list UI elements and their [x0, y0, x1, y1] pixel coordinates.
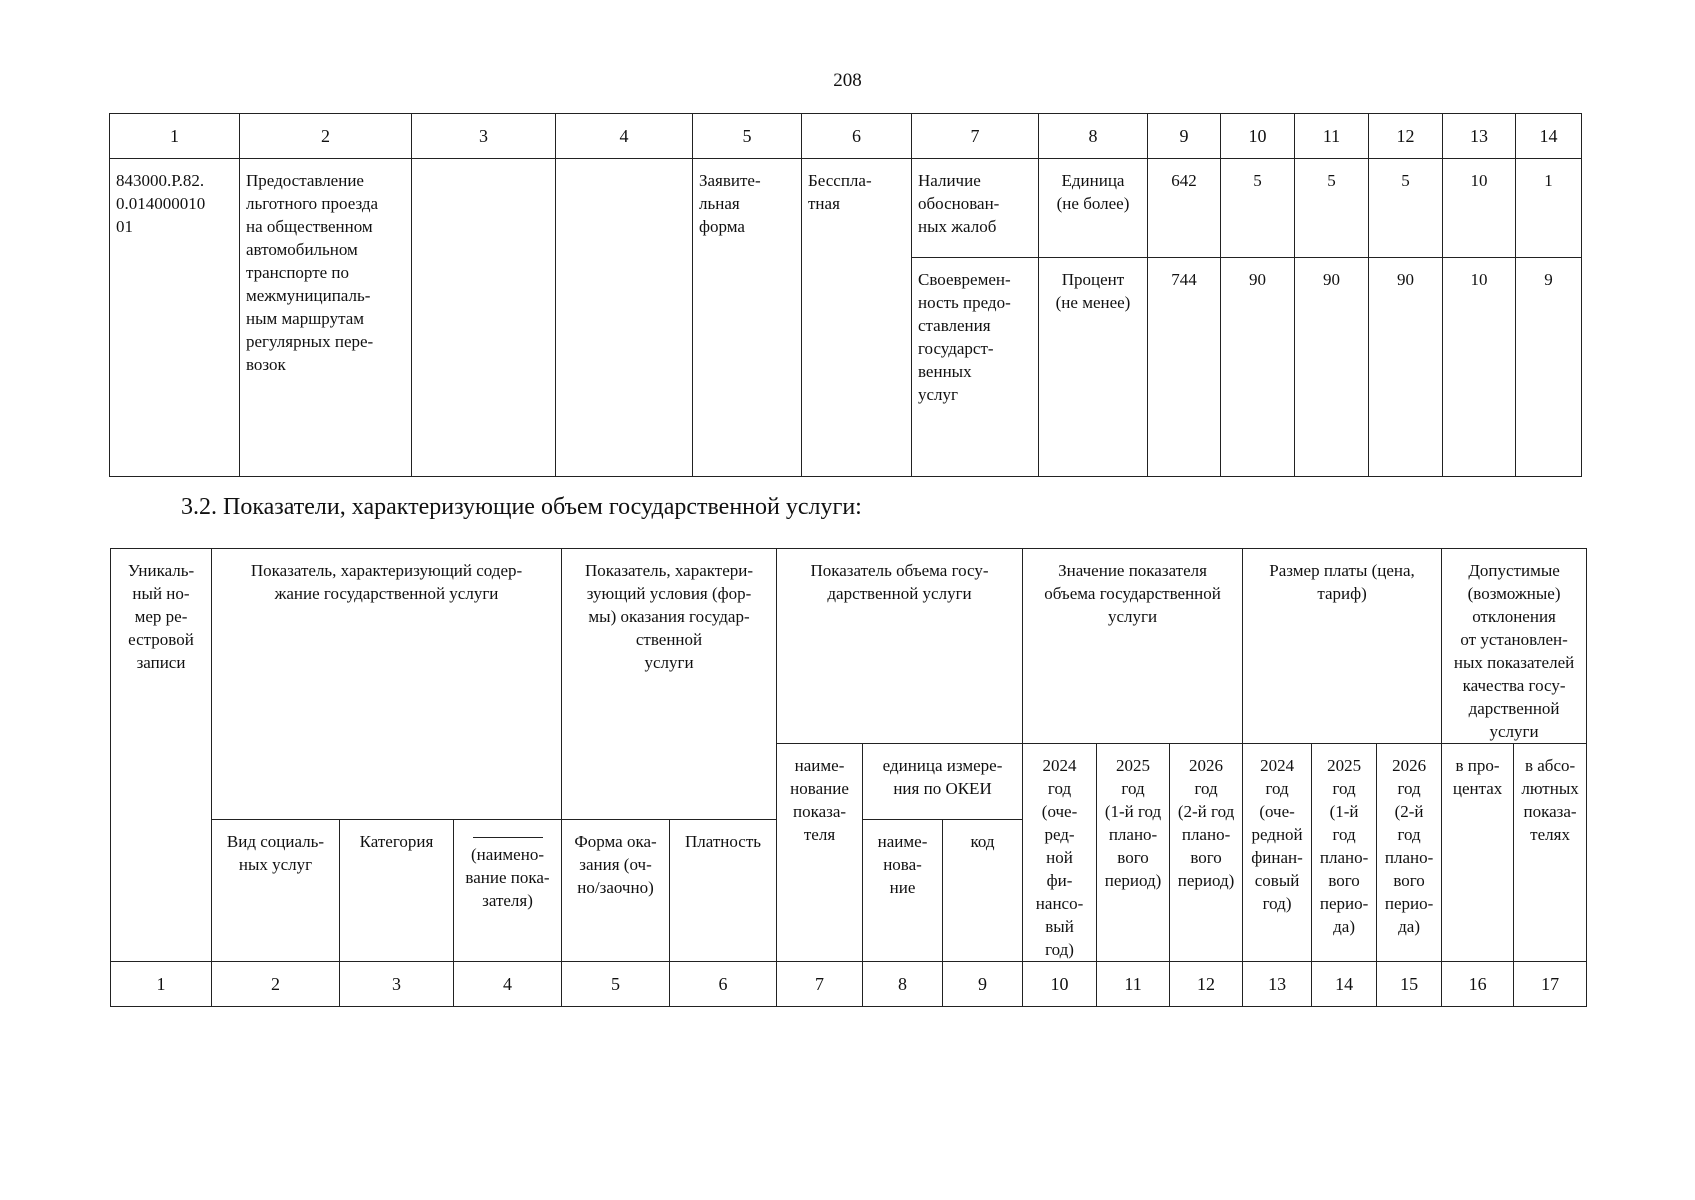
- column-number: 10: [1023, 962, 1097, 1007]
- column-number: 14: [1516, 114, 1582, 159]
- header-payment: Платность: [670, 820, 777, 962]
- column-number: 4: [556, 114, 693, 159]
- header-row: [111, 549, 1587, 744]
- indicator-name: Наличие обоснован- ных жалоб: [912, 159, 1039, 258]
- header-value-2026: 2026 год (2-й год плано- вого период): [1170, 744, 1243, 962]
- value-2026: 5: [1369, 159, 1443, 258]
- column-number: 2: [240, 114, 412, 159]
- content-indicator-3: [412, 159, 556, 477]
- service-form: Заявите- льная форма: [693, 159, 802, 477]
- column-number: 14: [1312, 962, 1377, 1007]
- column-number: 7: [912, 114, 1039, 159]
- header-fee-2026: 2026 год (2-й год плано- вого перио- да): [1377, 744, 1442, 962]
- header-category: Категория: [340, 820, 454, 962]
- column-number: 16: [1442, 962, 1514, 1007]
- header-unique-number: Уникаль- ный но- мер ре- естровой записи: [111, 549, 212, 962]
- column-number: 15: [1377, 962, 1442, 1007]
- column-number: 9: [1148, 114, 1221, 159]
- header-deviation-absolute: в абсо- лютных показа- телях: [1514, 744, 1587, 962]
- blank-line: [473, 837, 543, 838]
- column-number: 7: [777, 962, 863, 1007]
- column-number: 5: [562, 962, 670, 1007]
- header-value-2025: 2025 год (1-й год плано- вого период): [1097, 744, 1170, 962]
- header-value-2024: 2024 год (оче- ред- ной фи- нансо- вый год): [1023, 744, 1097, 962]
- column-number: 13: [1443, 114, 1516, 159]
- deviation-absolute: 1: [1516, 159, 1582, 258]
- deviation-percent: 10: [1443, 258, 1516, 477]
- value-2025: 5: [1295, 159, 1369, 258]
- column-number: 12: [1170, 962, 1243, 1007]
- okei-code: 744: [1148, 258, 1221, 477]
- header-volume-indicator: Показатель объема госу- дарственной услуги: [777, 549, 1023, 744]
- header-okei-unit: единица измере- ния по ОКЕИ: [863, 744, 1023, 820]
- value-2024: 90: [1221, 258, 1295, 477]
- column-number: 13: [1243, 962, 1312, 1007]
- column-number: 8: [1039, 114, 1148, 159]
- header-service-kind: Вид социаль- ных услуг: [212, 820, 340, 962]
- column-number: 3: [412, 114, 556, 159]
- header-conditions-indicator: Показатель, характери- зующий условия (фор- мы) оказания государ- ственной услуги: [562, 549, 777, 820]
- header-fee-size: Размер платы (цена, тариф): [1243, 549, 1442, 744]
- table-header-row: [110, 114, 1582, 159]
- header-okei-name: наиме- нова- ние: [863, 820, 943, 962]
- header-okei-code: код: [943, 820, 1023, 962]
- header-fee-2025: 2025 год (1-й год плано- вого перио- да): [1312, 744, 1377, 962]
- service-name: Предоставление льготного проезда на общественном автомобильном транспорте по межмуниципаль- ным маршрутам регулярных пере- возок: [240, 159, 412, 477]
- column-number: 5: [693, 114, 802, 159]
- column-number: 17: [1514, 962, 1587, 1007]
- deviation-percent: 10: [1443, 159, 1516, 258]
- column-number: 11: [1097, 962, 1170, 1007]
- header-deviation-percent: в про- центах: [1442, 744, 1514, 962]
- section-heading: 3.2. Показатели, характеризующие объем государственной услуги:: [181, 494, 862, 520]
- value-2024: 5: [1221, 159, 1295, 258]
- column-number: 6: [670, 962, 777, 1007]
- unit: Единица (не более): [1039, 159, 1148, 258]
- page-number: 208: [833, 70, 862, 91]
- quality-indicators-table: [109, 113, 1582, 477]
- column-number: 10: [1221, 114, 1295, 159]
- indicator-name: Своевремен- ность предо- ставления государст- венных услуг: [912, 258, 1039, 477]
- column-number: 8: [863, 962, 943, 1007]
- unit: Процент (не менее): [1039, 258, 1148, 477]
- header-blank-caption: (наимено- вание пока- зателя): [465, 845, 550, 911]
- table-row: [110, 159, 1582, 258]
- registry-code: 843000.Р.82. 0.014000010 01: [110, 159, 240, 477]
- column-number: 11: [1295, 114, 1369, 159]
- header-content-indicator: Показатель, характеризующий содер- жание государственной услуги: [212, 549, 562, 820]
- value-2026: 90: [1369, 258, 1443, 477]
- column-number: 1: [110, 114, 240, 159]
- header-indicator-name: наиме- нование показа- теля: [777, 744, 863, 962]
- volume-indicators-table: [110, 548, 1587, 1007]
- header-volume-value: Значение показателя объема государственной услуги: [1023, 549, 1243, 744]
- column-number: 6: [802, 114, 912, 159]
- header-service-form: Форма ока- зания (оч- но/заочно): [562, 820, 670, 962]
- value-2025: 90: [1295, 258, 1369, 477]
- column-number: 1: [111, 962, 212, 1007]
- column-numbers-row: [111, 962, 1587, 1007]
- header-allowed-deviations: Допустимые (возможные) отклонения от установлен- ных показателей качества госу- дарственной услуги: [1442, 549, 1587, 744]
- column-number: 12: [1369, 114, 1443, 159]
- deviation-absolute: 9: [1516, 258, 1582, 477]
- column-number: 4: [454, 962, 562, 1007]
- column-number: 9: [943, 962, 1023, 1007]
- header-fee-2024: 2024 год (оче- редной финан- совый год): [1243, 744, 1312, 962]
- column-number: 2: [212, 962, 340, 1007]
- header-indicator-name-blank: [454, 820, 562, 962]
- column-number: 3: [340, 962, 454, 1007]
- content-indicator-4: [556, 159, 693, 477]
- payment-type: Бесспла- тная: [802, 159, 912, 477]
- okei-code: 642: [1148, 159, 1221, 258]
